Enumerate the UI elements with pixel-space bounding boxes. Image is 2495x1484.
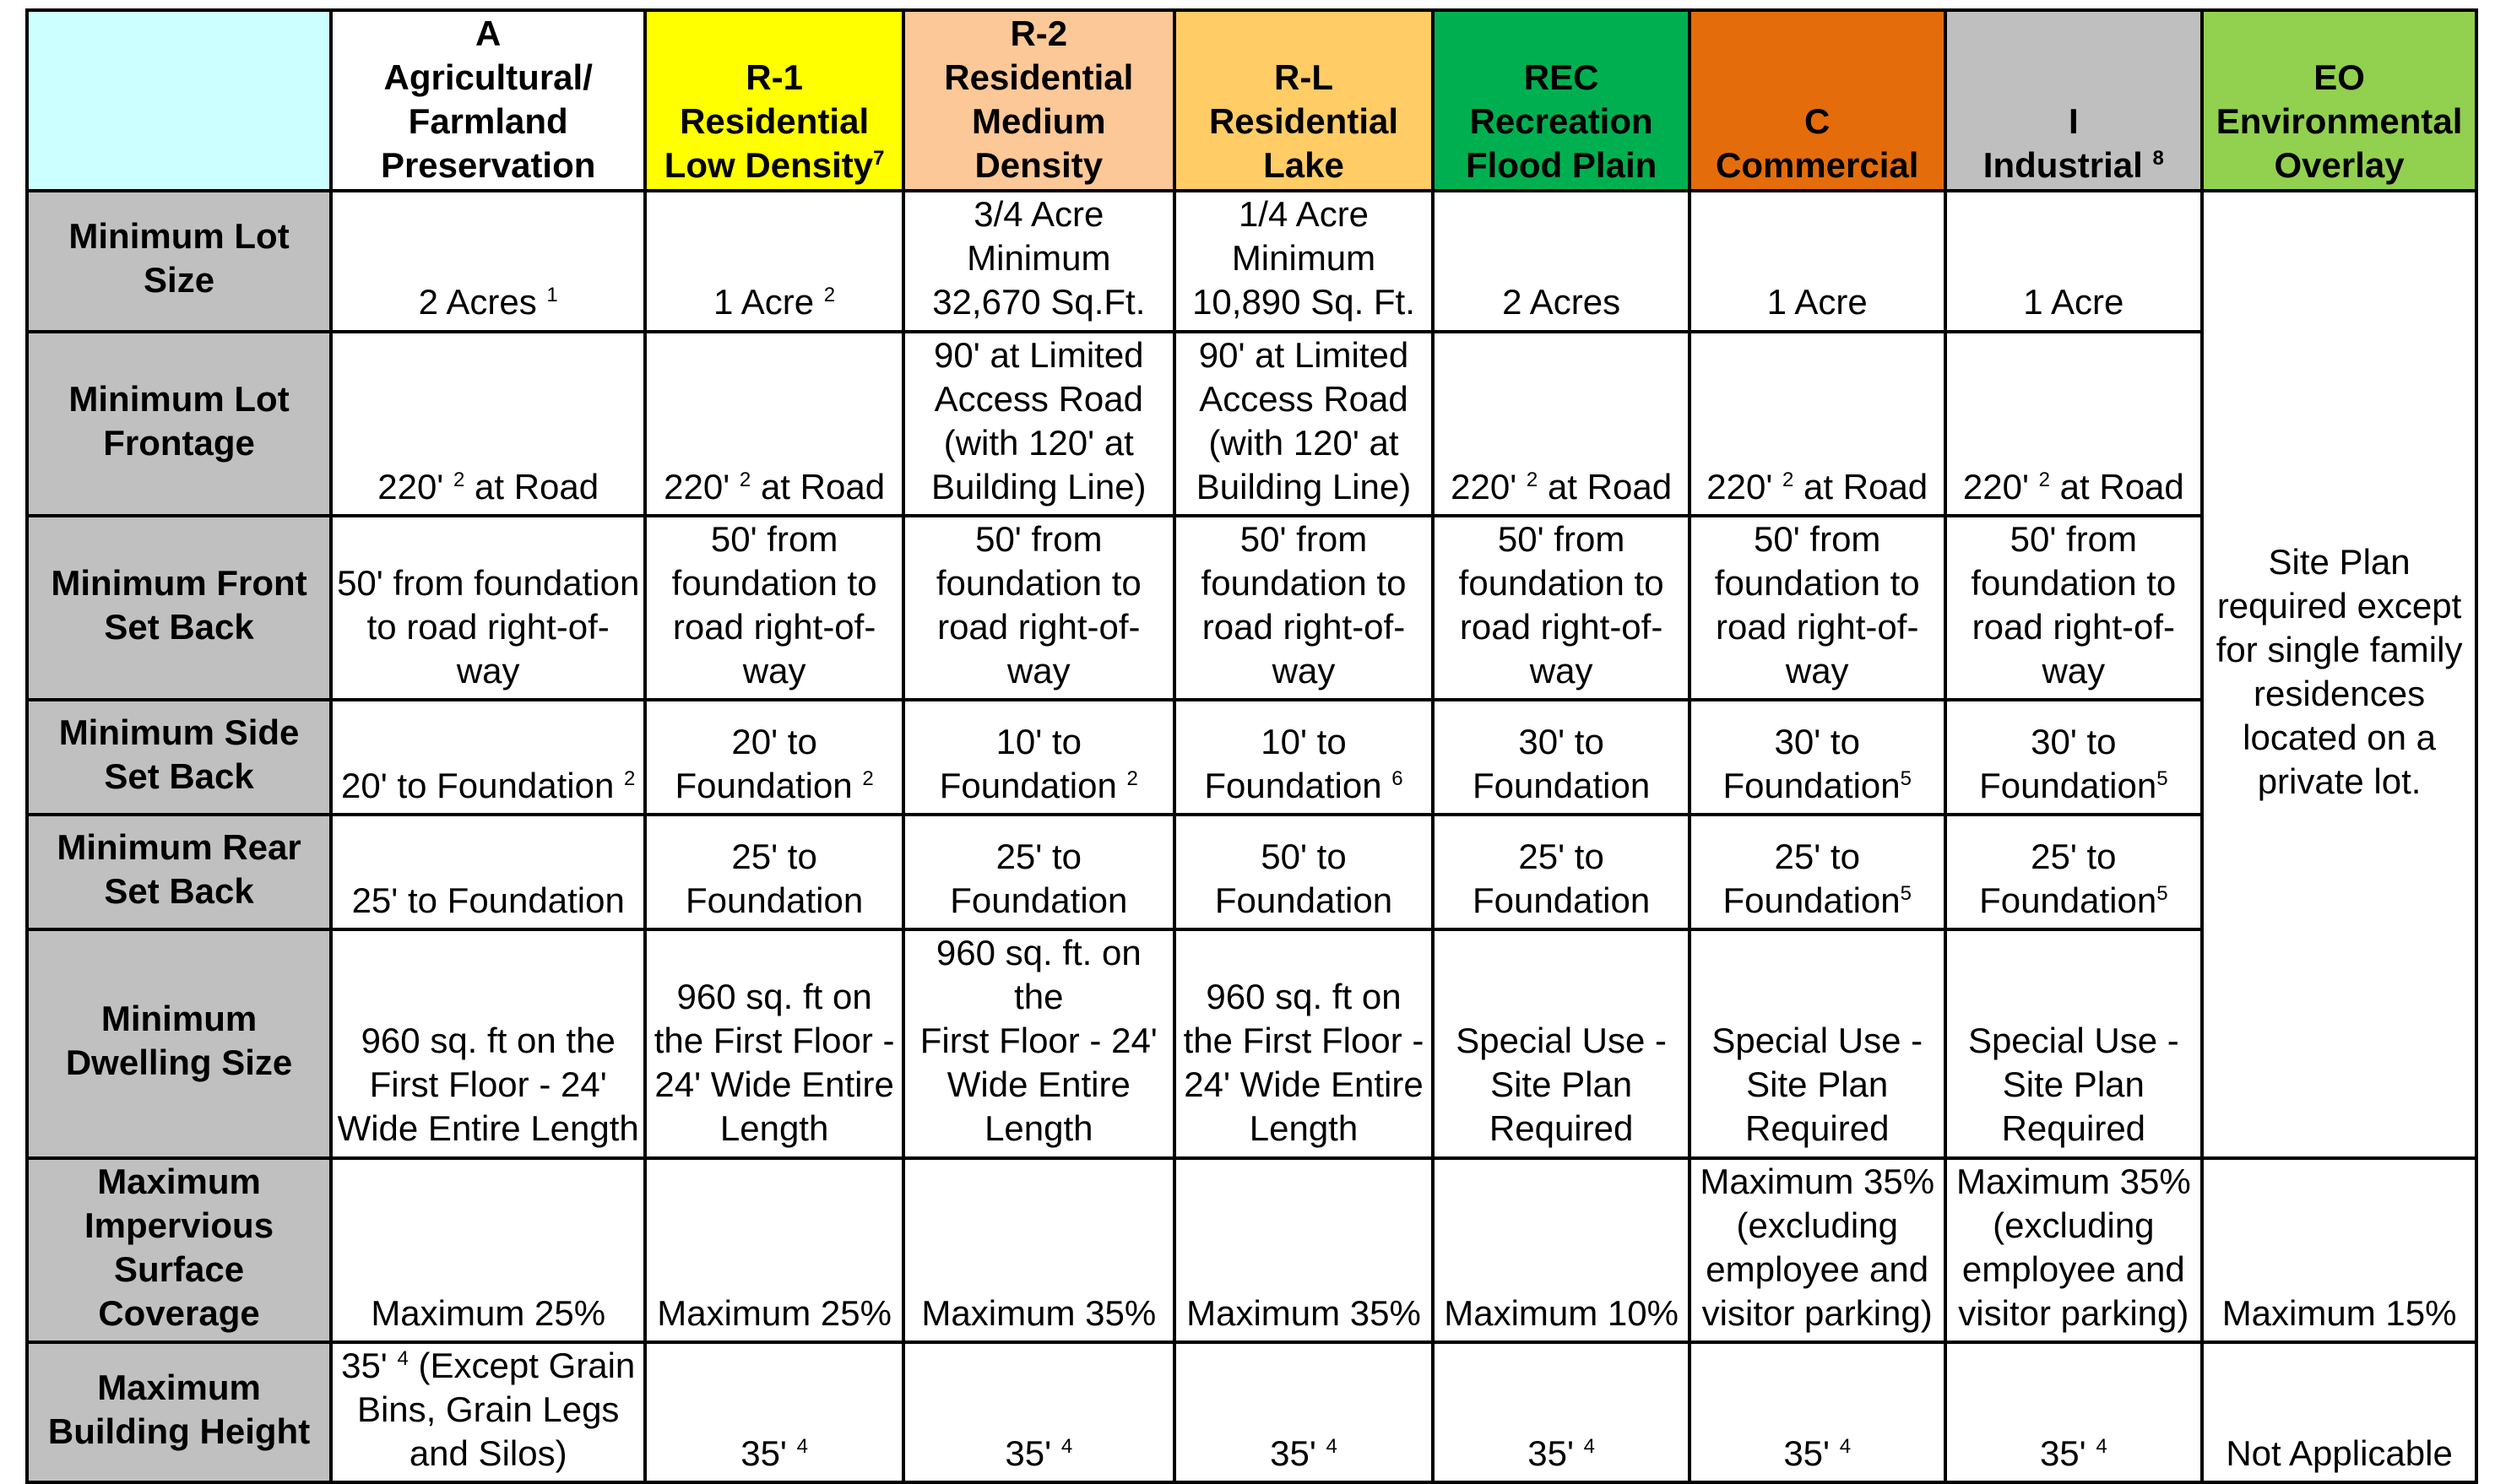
cell-line: Not Applicable — [2226, 1433, 2453, 1474]
cell-line: way — [1785, 651, 1849, 691]
zoning-requirements-table — [25, 8, 2478, 1484]
cell-line: 50' from — [1754, 518, 1881, 559]
table-cell — [1690, 815, 1945, 929]
cell-line: road right-of- — [1972, 607, 2176, 647]
cell-line: Required — [1489, 1108, 1634, 1149]
cell-line: road right-of- — [1716, 607, 1919, 647]
cell-line: for single family — [2216, 629, 2463, 669]
cell-line: way — [2042, 651, 2106, 691]
cell-line: I — [2068, 101, 2079, 142]
column-header-EO — [2202, 10, 2476, 191]
column-header-I — [1945, 10, 2203, 191]
cell-line: Industrial $^8$ — [1982, 145, 2164, 186]
zoning-requirements-sheet — [25, 8, 2478, 1474]
table-cell — [1174, 815, 1434, 929]
cell-line: Building Line) — [931, 466, 1147, 506]
table-cell — [1174, 191, 1434, 331]
column-header-A — [331, 10, 645, 191]
table-cell — [645, 1342, 903, 1482]
table-cell — [903, 1158, 1174, 1342]
row-maximum-impervious-surface-coverage — [27, 1158, 2476, 1342]
cell-line: required except — [2216, 585, 2462, 626]
row-header-line: Impervious — [84, 1205, 274, 1245]
cell-line: Special Use - — [1456, 1021, 1667, 1061]
cell-line: Commercial — [1716, 145, 1919, 186]
footnote-ref: 4 — [1326, 1435, 1337, 1459]
table-cell — [331, 815, 645, 929]
table-cell — [1690, 191, 1945, 331]
cell-line: 10' to — [1261, 722, 1347, 762]
cell-line: Foundation $^6$ — [1204, 766, 1403, 806]
row-minimum-lot-size — [27, 191, 2476, 331]
table-cell — [2202, 1342, 2476, 1482]
column-header-REC — [1433, 10, 1690, 191]
footnote-ref: 4 — [2096, 1435, 2107, 1459]
cell-line: 30' to — [1774, 722, 1860, 762]
cell-line: Foundation $^2$ — [675, 766, 874, 806]
table-cell — [1433, 929, 1690, 1157]
cell-line: 2 Acres — [1502, 282, 1621, 322]
cell-line: C — [1804, 101, 1831, 142]
cell-line: 1 Acre $^2$ — [713, 282, 836, 322]
row-maximum-building-height — [27, 1342, 2476, 1482]
cell-line: First Floor - 24' — [369, 1064, 607, 1105]
table-cell — [1174, 332, 1434, 516]
row-header — [27, 332, 331, 516]
cell-line: residences — [2254, 673, 2426, 713]
cell-line: Foundation — [1214, 880, 1393, 921]
table-cell — [903, 191, 1174, 331]
footnote-ref: 2 — [1526, 468, 1538, 491]
cell-line: Site Plan — [1490, 1064, 1633, 1105]
row-header — [27, 929, 331, 1157]
table-cell — [1174, 929, 1434, 1157]
cell-line: (excluding — [1993, 1205, 2155, 1245]
cell-line: Minimum — [967, 238, 1111, 279]
cell-line: Foundation$^5$ — [1722, 766, 1912, 806]
cell-line: 2 Acres $^1$ — [418, 282, 558, 322]
row-header-line: Set Back — [104, 607, 254, 647]
cell-line: way — [1006, 651, 1071, 691]
cell-line: visitor parking) — [1958, 1292, 2189, 1333]
table-cell — [903, 332, 1174, 516]
footnote-ref: 4 — [1839, 1435, 1852, 1459]
cell-line: Wide Entire — [946, 1064, 1131, 1105]
cell-line: Low Density$^7$ — [664, 145, 885, 186]
cell-line: 50' to — [1261, 837, 1347, 877]
cell-line: 24' Wide Entire — [654, 1064, 894, 1105]
row-header — [27, 1342, 331, 1482]
cell-text: at Road — [751, 466, 886, 506]
cell-line: way — [1272, 651, 1336, 691]
cell-line: Foundation — [950, 880, 1128, 921]
cell-line: 35' $^4$ (Except Grain — [341, 1345, 636, 1385]
cell-line: 90' at Limited — [934, 334, 1144, 375]
cell-line: 10,890 Sq. Ft. — [1192, 282, 1415, 322]
footnote-ref: 7 — [873, 147, 885, 171]
cell-line: Recreation — [1469, 101, 1653, 142]
cell-line: R-2 — [1010, 14, 1068, 53]
footnote-ref: 2 — [1782, 468, 1794, 491]
table-cell — [903, 815, 1174, 929]
cell-line: Site Plan — [1746, 1064, 1889, 1105]
cell-line: foundation to — [936, 562, 1142, 603]
cell-line: road right-of- — [672, 607, 876, 647]
cell-line: 220' $^2$ at Road — [1451, 466, 1673, 506]
table-cell — [331, 516, 645, 700]
row-header-line: Set Back — [104, 871, 254, 912]
cell-line: way — [742, 651, 806, 691]
cell-line: 25' to — [1774, 837, 1860, 877]
cell-line: Length — [719, 1108, 829, 1149]
cell-line: 35' $^4$ — [1527, 1433, 1595, 1474]
table-cell — [1433, 191, 1690, 331]
row-header — [27, 815, 331, 929]
row-header — [27, 700, 331, 815]
cell-line: 50' from — [1497, 518, 1625, 559]
cell-line: (excluding — [1736, 1205, 1898, 1245]
table-cell — [1433, 700, 1690, 815]
footnote-ref: 2 — [1126, 767, 1138, 791]
cell-line: Access Road — [1199, 378, 1408, 419]
cell-line: 25' to — [731, 837, 817, 877]
cell-line: Bins, Grain Legs — [356, 1389, 620, 1429]
column-header-R1 — [645, 10, 903, 191]
cell-line: Foundation $^2$ — [939, 766, 1138, 806]
footnote-ref: 2 — [2038, 468, 2050, 491]
cell-line: Foundation$^5$ — [1979, 880, 2168, 921]
cell-line: Foundation — [686, 880, 864, 921]
table-cell — [2202, 1158, 2476, 1342]
table-cell — [1690, 1342, 1945, 1482]
cell-line: 50' from — [975, 518, 1103, 559]
cell-line: 35' $^4$ — [1270, 1433, 1337, 1474]
table-cell — [1945, 1342, 2203, 1482]
cell-line: located on a — [2243, 718, 2436, 758]
cell-line: 25' to — [2031, 837, 2117, 877]
table-cell — [645, 700, 903, 815]
footnote-ref: 2 — [623, 767, 636, 791]
cell-line: Flood Plain — [1465, 145, 1657, 186]
table-cell — [645, 1158, 903, 1342]
cell-line: Maximum 15% — [2221, 1292, 2457, 1333]
row-minimum-dwelling-size — [27, 929, 2476, 1157]
footnote-ref: 8 — [2152, 147, 2164, 171]
table-cell — [331, 1158, 645, 1342]
table-cell — [1945, 332, 2203, 516]
footnote-ref: 5 — [2156, 767, 2168, 791]
cell-line: Medium — [971, 101, 1106, 142]
footnote-ref: 5 — [2156, 882, 2168, 906]
cell-line: Maximum 10% — [1444, 1292, 1679, 1333]
cell-line: 960 sq. ft on — [676, 977, 872, 1017]
footnote-ref: 2 — [862, 767, 874, 791]
table-cell — [1945, 191, 2203, 331]
row-header-line: Surface — [114, 1248, 245, 1289]
cell-line: Wide Entire Length — [337, 1108, 639, 1149]
cell-line: 1 Acre — [1766, 282, 1868, 322]
cell-line: Foundation$^5$ — [1722, 880, 1912, 921]
row-minimum-front-set-back — [27, 516, 2476, 700]
footnote-ref: 5 — [1900, 882, 1912, 906]
header-row — [27, 10, 2476, 191]
cell-line: EO — [2313, 57, 2365, 98]
table-cell — [1945, 516, 2203, 700]
cell-line: Length — [984, 1108, 1093, 1149]
cell-line: visitor parking) — [1701, 1292, 1933, 1333]
footnote-ref: 5 — [1900, 767, 1912, 791]
cell-line: 25' to — [1518, 837, 1604, 877]
cell-line: foundation to — [1201, 562, 1407, 603]
cell-line: First Floor - 24' — [919, 1021, 1158, 1061]
cell-line: foundation to — [1971, 562, 2177, 603]
cell-line: 960 sq. ft on the — [361, 1021, 616, 1061]
cell-text: (Except Grain — [408, 1345, 636, 1385]
cell-line: REC — [1523, 57, 1599, 98]
cell-line: Building Line) — [1196, 466, 1412, 506]
cell-line: 220' $^2$ at Road — [664, 466, 886, 506]
row-header-line: Minimum Front — [51, 562, 307, 603]
cell-line: road right-of- — [1459, 607, 1663, 647]
cell-line: 1 Acre — [2023, 282, 2124, 322]
cell-line: Length — [1249, 1108, 1359, 1149]
cell-line: 25' to Foundation — [351, 880, 625, 921]
row-header — [27, 1158, 331, 1342]
cell-line: 220' $^2$ at Road — [1706, 466, 1928, 506]
table-cell — [903, 700, 1174, 815]
cell-line: 35' $^4$ — [1783, 1433, 1852, 1474]
cell-line: Maximum 35% — [921, 1292, 1157, 1333]
cell-line: Maximum 25% — [657, 1292, 892, 1333]
cell-line: 220' $^2$ at Road — [1962, 466, 2184, 506]
row-header-line: Frontage — [103, 422, 255, 463]
row-header-line: Maximum — [97, 1367, 261, 1407]
cell-line: Agricultural/ — [383, 57, 593, 98]
row-header-line: Size — [144, 260, 215, 301]
table-cell — [1433, 516, 1690, 700]
table-cell — [1690, 1158, 1945, 1342]
cell-line: 20' to Foundation $^2$ — [341, 766, 636, 806]
footnote-ref: 2 — [823, 284, 836, 307]
footnote-ref: 6 — [1391, 767, 1403, 791]
cell-line: Overlay — [2274, 145, 2405, 186]
cell-line: 220' $^2$ at Road — [377, 466, 599, 506]
cell-line: 1/4 Acre — [1238, 194, 1370, 235]
cell-line: 960 sq. ft. on the — [936, 933, 1142, 1017]
row-header — [27, 191, 331, 331]
cell-line: 10' to — [995, 722, 1082, 762]
table-cell — [645, 815, 903, 929]
cell-line: Foundation$^5$ — [1979, 766, 2168, 806]
cell-line: R-1 — [746, 57, 803, 98]
cell-line: 3/4 Acre — [974, 194, 1104, 235]
cell-line: foundation to — [1714, 562, 1920, 603]
row-header-line: Dwelling Size — [65, 1043, 293, 1083]
cell-line: 25' to — [995, 837, 1082, 877]
cell-text: at Road — [464, 466, 599, 506]
row-minimum-lot-frontage — [27, 332, 2476, 516]
table-cell — [1690, 929, 1945, 1157]
cell-text: at Road — [2050, 466, 2184, 506]
cell-line: the First Floor - — [1183, 1021, 1424, 1061]
table-cell — [1945, 700, 2203, 815]
eo-site-plan-note — [2202, 191, 2476, 1157]
cell-line: Density — [974, 145, 1104, 186]
cell-line: Preservation — [380, 145, 596, 186]
table-cell — [1945, 929, 2203, 1157]
cell-line: employee and — [1706, 1248, 1929, 1289]
cell-line: foundation to — [671, 562, 877, 603]
cell-line: Residential — [1208, 101, 1399, 142]
row-header-line: Set Back — [104, 756, 254, 797]
table-cell — [645, 516, 903, 700]
cell-line: way — [1529, 651, 1593, 691]
column-header-C — [1690, 10, 1945, 191]
row-header-line: Minimum — [100, 999, 258, 1039]
row-header-line: Maximum — [97, 1161, 261, 1201]
cell-line: Required — [2001, 1108, 2146, 1149]
cell-line: 50' from — [2010, 518, 2138, 559]
cell-line: Minimum — [1231, 238, 1376, 279]
table-cell — [331, 1342, 645, 1482]
cell-line: 50' from foundation — [337, 562, 640, 603]
cell-line: Site Plan — [2268, 541, 2411, 582]
cell-line: 32,670 Sq.Ft. — [932, 282, 1146, 322]
table-cell — [1433, 815, 1690, 929]
table-cell — [1433, 1342, 1690, 1482]
footnote-ref: 4 — [397, 1346, 409, 1370]
table-cell — [1174, 516, 1434, 700]
cell-line: Environmental — [2216, 101, 2463, 142]
table-cell — [1174, 700, 1434, 815]
cell-line: 30' to — [2031, 722, 2117, 762]
cell-line: foundation to — [1458, 562, 1664, 603]
column-header-RL — [1174, 10, 1434, 191]
cell-line: and Silos) — [409, 1433, 567, 1474]
cell-line: A — [475, 14, 502, 53]
table-cell — [1690, 700, 1945, 815]
cell-line: 30' to — [1518, 722, 1604, 762]
cell-line: 35' $^4$ — [740, 1433, 808, 1474]
table-cell — [331, 929, 645, 1157]
table-cell — [1690, 516, 1945, 700]
table-cell — [645, 191, 903, 331]
cell-line: 960 sq. ft on — [1206, 977, 1402, 1017]
footnote-ref: 4 — [796, 1435, 808, 1459]
row-header-line: Minimum Rear — [57, 827, 301, 868]
cell-line: Maximum 35% — [1955, 1161, 2191, 1201]
cell-line: Farmland — [408, 101, 568, 142]
cell-line: Residential — [680, 101, 870, 142]
table-cell — [331, 191, 645, 331]
row-minimum-side-set-back — [27, 700, 2476, 815]
cell-line: Special Use - — [1967, 1021, 2179, 1061]
cell-line: employee and — [1961, 1248, 2185, 1289]
column-header-R2 — [903, 10, 1174, 191]
cell-line: the First Floor - — [654, 1021, 895, 1061]
cell-line: (with 120' at — [1208, 422, 1399, 463]
table-cell — [645, 332, 903, 516]
cell-line: 35' $^4$ — [1005, 1433, 1073, 1474]
cell-line: 20' to — [731, 722, 817, 762]
table-cell — [1690, 332, 1945, 516]
corner-cell — [27, 10, 331, 191]
table-cell — [903, 929, 1174, 1157]
cell-line: Required — [1744, 1108, 1890, 1149]
cell-line: road right-of- — [937, 607, 1141, 647]
table-cell — [645, 929, 903, 1157]
row-header-line: Minimum Lot — [68, 216, 290, 257]
row-header-line: Minimum Lot — [68, 378, 290, 419]
row-header — [27, 516, 331, 700]
table-cell — [903, 516, 1174, 700]
footnote-ref: 4 — [1060, 1435, 1073, 1459]
table-cell — [1433, 332, 1690, 516]
table-cell — [331, 700, 645, 815]
cell-line: Maximum 35% — [1700, 1161, 1935, 1201]
cell-line: Maximum 25% — [371, 1292, 606, 1333]
cell-line: road right-of- — [1201, 607, 1406, 647]
row-header-line: Coverage — [98, 1292, 260, 1333]
cell-line: 90' at Limited — [1198, 334, 1409, 375]
table-cell — [1433, 1158, 1690, 1342]
cell-line: to road right-of-way — [366, 607, 610, 691]
cell-line: 35' $^4$ — [2039, 1433, 2107, 1474]
table-cell — [1945, 1158, 2203, 1342]
row-header-line: Building Height — [47, 1411, 311, 1451]
cell-line: (with 120' at — [943, 422, 1134, 463]
cell-line: private lot. — [2257, 761, 2422, 802]
cell-text: at Road — [1538, 466, 1673, 506]
cell-text: at Road — [1793, 466, 1928, 506]
footnote-ref: 2 — [739, 468, 751, 491]
cell-line: 24' Wide Entire — [1184, 1064, 1424, 1105]
cell-line: Special Use - — [1711, 1021, 1923, 1061]
cell-line: Access Road — [934, 378, 1144, 419]
cell-line: Maximum 35% — [1186, 1292, 1421, 1333]
table-cell — [903, 1342, 1174, 1482]
cell-line: Residential — [944, 57, 1134, 98]
footnote-ref: 2 — [453, 468, 465, 491]
table-cell — [1174, 1342, 1434, 1482]
footnote-ref: 1 — [546, 284, 558, 307]
table-cell — [1174, 1158, 1434, 1342]
footnote-ref: 4 — [1583, 1435, 1595, 1459]
cell-line: Foundation — [1473, 880, 1651, 921]
cell-line: Lake — [1263, 145, 1344, 186]
cell-line: 50' from — [1239, 518, 1368, 559]
cell-line: R-L — [1274, 57, 1333, 98]
cell-line: Site Plan — [2002, 1064, 2145, 1105]
cell-line: 50' from — [710, 518, 838, 559]
table-cell — [331, 332, 645, 516]
row-header-line: Minimum Side — [58, 712, 300, 753]
row-minimum-rear-set-back — [27, 815, 2476, 929]
cell-line: Foundation — [1473, 766, 1651, 806]
table-cell — [1945, 815, 2203, 929]
